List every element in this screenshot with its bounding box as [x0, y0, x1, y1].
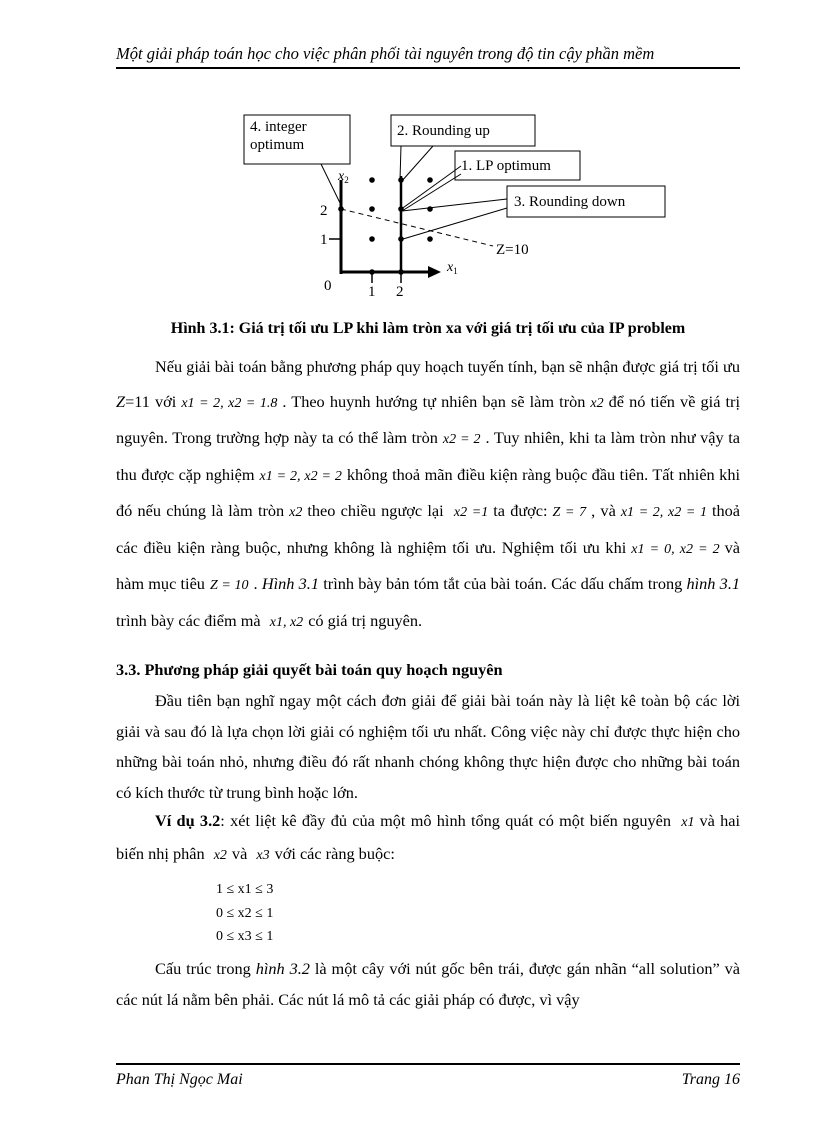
figure-ref: hình 3.1 [686, 574, 741, 593]
math-inline: x1 = 2, x2 = 2 [259, 468, 342, 484]
constraint-x2: 0 ≤ x2 ≤ 1 [216, 905, 274, 921]
math-inline: x1 [681, 815, 695, 830]
leader-down-2 [403, 208, 507, 239]
footer-rule [116, 1063, 740, 1065]
math-inline: x1 = 2, x2 = 1.8 [181, 395, 278, 411]
math-inline: x2 [590, 395, 604, 411]
objective-line-z10 [341, 209, 493, 246]
lattice-point [369, 236, 375, 242]
header-rule [116, 67, 740, 69]
paragraph-4: Cấu trúc trong hình 3.2 là một cây với nút gốc bên trái, được gán nhãn “all solution” và các nút lá nằm bên phải. Các nút lá mô tả các giải pháp có được, vì vậy [116, 959, 740, 1009]
callout-rounding-down: 3. Rounding down [514, 194, 626, 210]
lattice-point [369, 269, 375, 275]
callout-lp-optimum: 1. LP optimum [461, 158, 551, 174]
math-inline: x3 [256, 847, 270, 863]
constraint-x1: 1 ≤ x1 ≤ 3 [216, 882, 274, 897]
lattice-point [427, 206, 433, 212]
lattice-point [369, 177, 375, 183]
figure-ref: hình 3.2 [255, 959, 310, 978]
paragraph-1: Nếu giải bài toán bằng phương pháp quy hoạch tuyến tính, bạn sẽ nhận được giá trị tối ưu Z=11 với x1 = 2, x2 = 1.8 . Theo huynh hướng tự nhiên bạn sẽ làm tròn x2 để nó tiến về giá trị nguyên. Trong trường hợp này ta có thể làm tròn x2 = 2 . Tuy nhiên, khi ta làm tròn như vậy ta thu được cặp nghiệm x1 = 2, x2 = 2 không thoả mãn điều kiện ràng buộc đầu tiên. Tất nhiên khi đó nếu chúng là làm tròn x2 theo chiều ngược lại x2 =1 ta được: Z = 7 , và x1 = 2, x2 = 1 thoả các điều kiện ràng buộc, nhưng không là nghiệm tối ưu. Nghiệm tối ưu khi x1 = 0, x2 = 2 và hàm mục tiêu Z = 10 . Hình 3.1 trình bày bản tóm tắt của bài toán. Các dấu chấm trong hình 3.1 trình bày các điểm mà x1, x2 có giá trị nguyên. [116, 357, 741, 630]
constraint-x3: 0 ≤ x3 ≤ 1 [216, 929, 274, 944]
figure-3-1 [223, 96, 673, 306]
lattice-point [369, 206, 375, 212]
x2-axis-label: $x_2$ [338, 169, 349, 185]
math-inline: x1 = 2, x2 = 1 [620, 505, 707, 520]
lattice-point [338, 206, 344, 212]
lattice-point [398, 177, 404, 183]
lattice-point [398, 206, 404, 212]
paragraph-2: Đầu tiên bạn nghĩ ngay một cách đơn giải để giải bài toán này là liệt kê toàn bộ các lời giải và sau đó là lựa chọn lời giải có nghiệm tối ưu nhất. Công việc này chỉ được thực hiện cho những bài toán nhỏ, nhưng điều đó rất nhanh chóng không thực hiện được cho những bài toán có kích thước từ trung bình hoặc lớn. [116, 691, 740, 802]
x1-axis-label: $x_1$ [447, 260, 458, 276]
footer-page-number: Trang 16 [681, 1071, 740, 1088]
lattice-point [398, 269, 404, 275]
math-inline: Z = 10 [209, 578, 249, 593]
callout-rounding-up: 2. Rounding up [397, 123, 490, 139]
x-tick-2: 2 [396, 284, 404, 300]
running-header: Một giải pháp toán học cho việc phân phối tài nguyên trong độ tin cậy phần mềm [116, 44, 655, 63]
math-inline: x2 = 2 [442, 432, 481, 447]
y-tick-1: 1 [320, 232, 328, 248]
x-tick-1: 1 [368, 284, 376, 300]
constraints-block [216, 878, 273, 949]
callout-integer-line2: optimum [250, 137, 305, 153]
leader-rounding-up-1 [400, 146, 401, 180]
lattice-point [427, 236, 433, 242]
example-label: Ví dụ 3.2 [155, 811, 221, 830]
math-inline: x2 [213, 847, 227, 863]
section-heading: 3.3. Phương pháp giải quyết bài toán quy hoạch nguyên [116, 660, 503, 679]
y-tick-2: 2 [320, 203, 328, 219]
lattice-point [398, 236, 404, 242]
leader-rounding-up-2 [401, 146, 433, 182]
paragraph-3: Ví dụ 3.2: xét liệt kê đầy đủ của một mô hình tổng quát có một biến nguyên x1 và hai biến nhị phân x2 và x3 với các ràng buộc: [116, 811, 740, 863]
math-inline: Z = 7 [552, 505, 587, 520]
math-inline: x2 [289, 505, 303, 520]
figure-ref: Hình 3.1 [261, 574, 320, 593]
figure-caption: Hình 3.1: Giá trị tối ưu LP khi làm tròn xa với giá trị tối ưu của IP problem [170, 320, 686, 337]
math-inline: x1 = 0, x2 = 2 [631, 541, 720, 557]
x-axis-arrow [428, 266, 441, 278]
math-inline: x1, x2 [269, 614, 304, 630]
origin-label: 0 [324, 278, 332, 294]
footer-author: Phan Thị Ngọc Mai [116, 1071, 243, 1088]
lattice-point [427, 177, 433, 183]
integer-points [338, 177, 433, 275]
math-inline: x2 =1 [453, 505, 489, 520]
objective-label: Z=10 [496, 242, 529, 258]
callout-integer-line1: 4. integer [250, 119, 307, 135]
